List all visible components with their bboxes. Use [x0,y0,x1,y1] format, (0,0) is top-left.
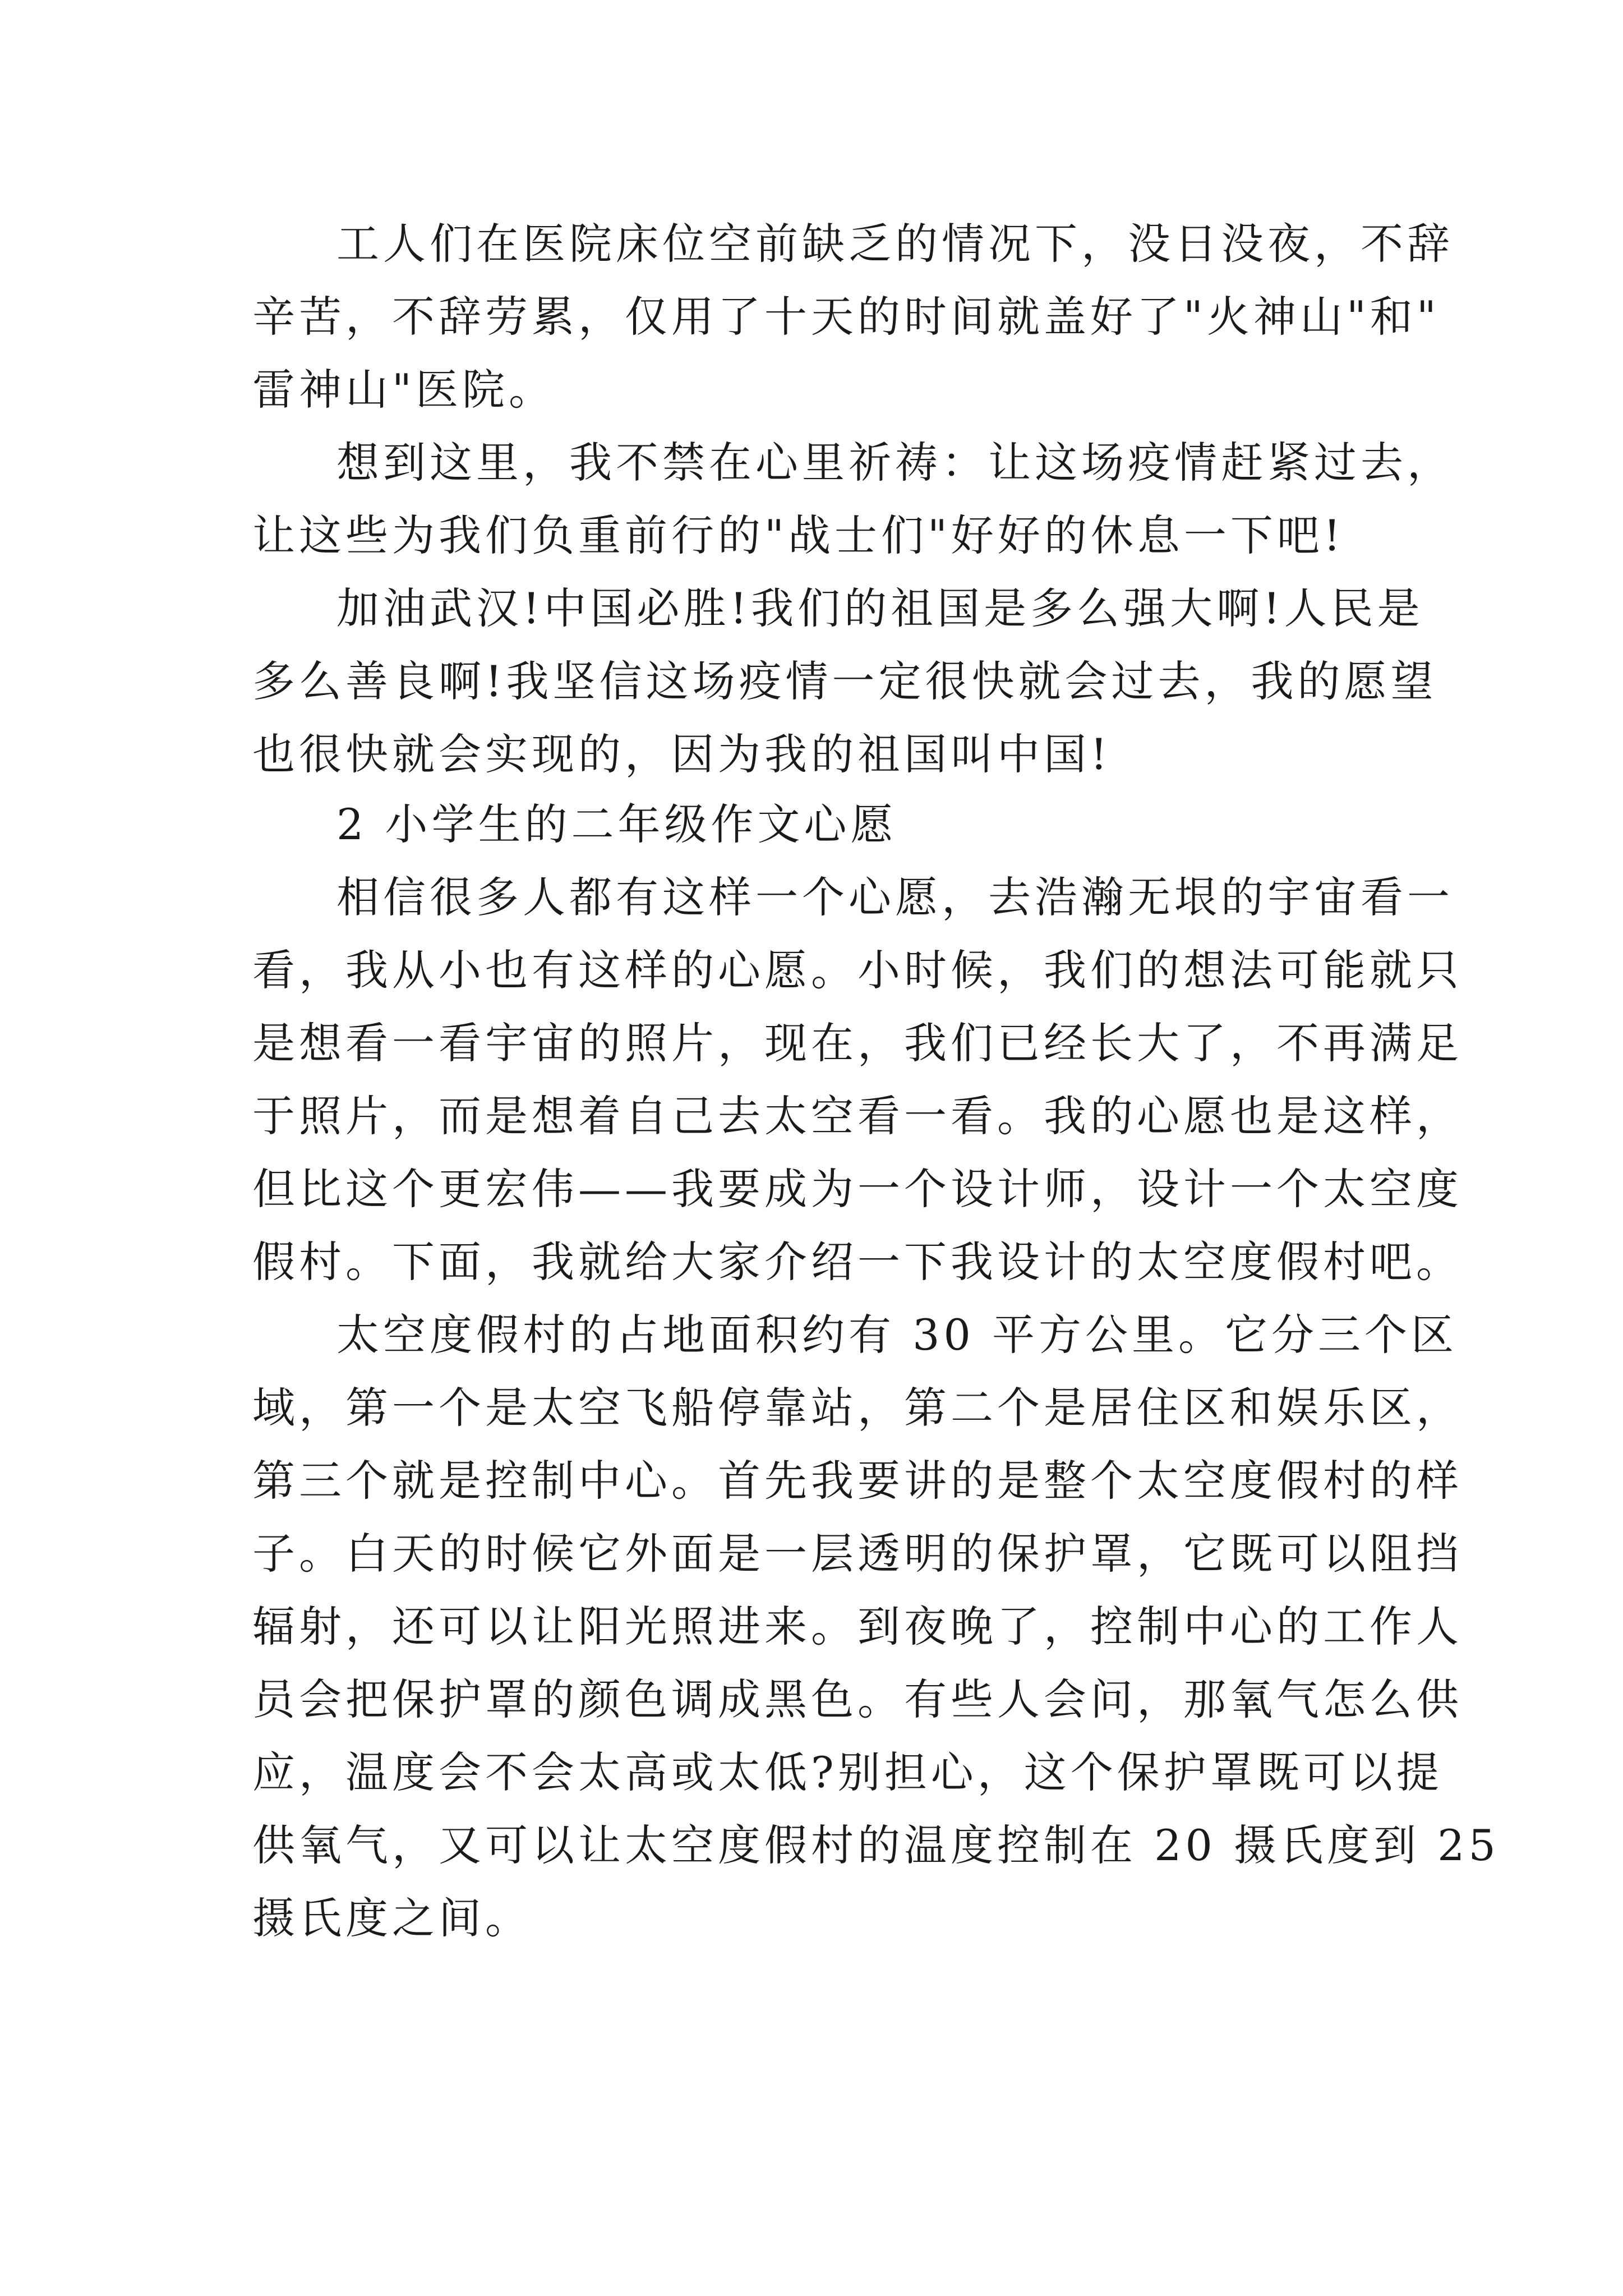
text-line: 想到这里，我不禁在心里祈祷：让这场疫情赶紧过去， [336,438,1454,487]
text-line: 看，我从小也有这样的心愿。小时候，我们的想法可能就只 [252,945,1463,995]
text-line: 域，第一个是太空飞船停靠站，第二个是居住区和娱乐区， [252,1383,1463,1433]
text-line: 第三个就是控制中心。首先我要讲的是整个太空度假村的样 [252,1456,1463,1506]
text-line: 于照片，而是想着自己去太空看一看。我的心愿也是这样， [252,1091,1463,1141]
text-line: 多么善良啊!我坚信这场疫情一定很快就会过去，我的愿望 [252,656,1437,706]
text-line: 雷神山"医院。 [252,365,555,415]
text-line: 摄氏度之间。 [252,1893,532,1943]
text-line: 员会把保护罩的颜色调成黑色。有些人会问，那氧气怎么供 [252,1674,1463,1724]
text-line: 应，温度会不会太高或太低?别担心，这个保护罩既可以提 [252,1747,1443,1797]
text-line: 也很快就会实现的，因为我的祖国叫中国! [252,729,1112,779]
text-line: 供氧气，又可以让太空度假村的温度控制在 20 摄氏度到 25 [252,1820,1500,1870]
text-line: 加油武汉!中国必胜!我们的祖国是多么强大啊!人民是 [336,583,1424,633]
text-line: 辐射，还可以让阳光照进来。到夜晚了，控制中心的工作人 [252,1602,1463,1651]
text-line: 辛苦，不辞劳累，仅用了十天的时间就盖好了"火神山"和" [252,292,1440,342]
section-heading: 2 小学生的二年级作文心愿 [336,799,897,849]
text-line: 让这些为我们负重前行的"战士们"好好的休息一下吧! [252,510,1345,560]
text-line: 但比这个更宏伟——我要成为一个设计师，设计一个太空度 [252,1164,1463,1214]
text-line: 工人们在医院床位空前缺乏的情况下，没日没夜，不辞 [336,219,1454,269]
text-line: 子。白天的时候它外面是一层透明的保护罩，它既可以阻挡 [252,1529,1463,1579]
text-line: 假村。下面，我就给大家介绍一下我设计的太空度假村吧。 [252,1237,1463,1287]
text-line: 是想看一看宇宙的照片，现在，我们已经长大了，不再满足 [252,1018,1463,1068]
text-line: 相信很多人都有这样一个心愿，去浩瀚无垠的宇宙看一 [336,872,1454,922]
text-line: 太空度假村的占地面积约有 30 平方公里。它分三个区 [336,1310,1458,1360]
